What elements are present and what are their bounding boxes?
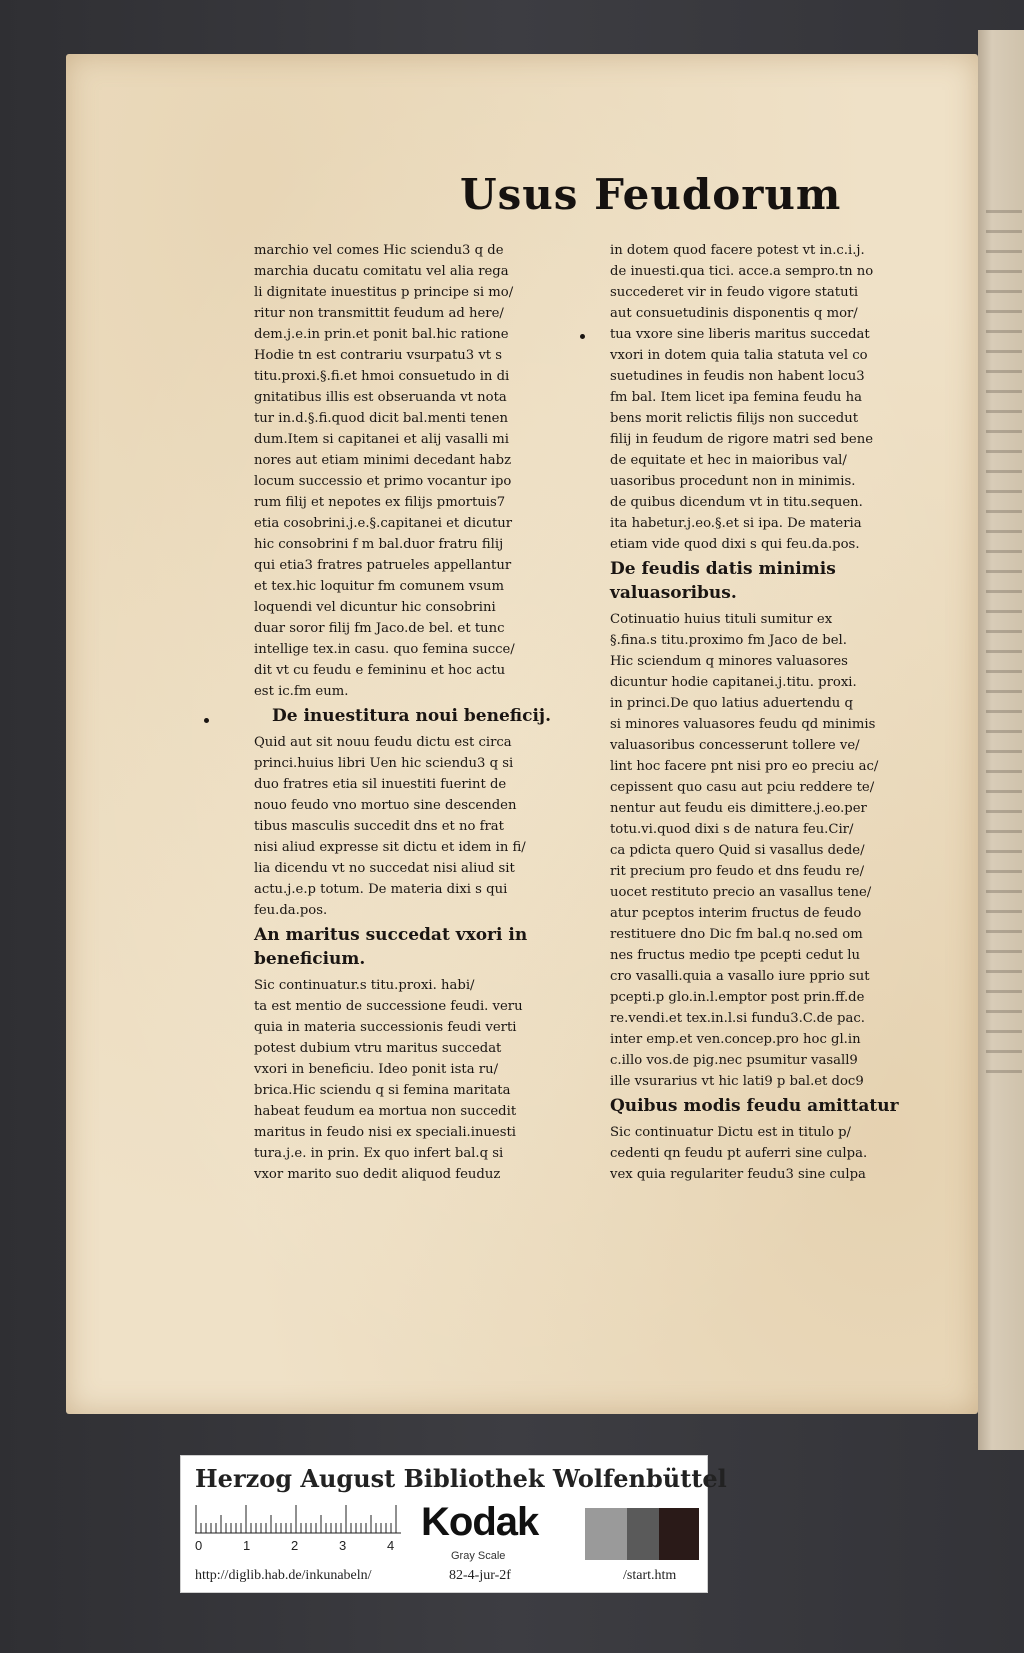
text-line: uasoribus procedunt non in minimis. xyxy=(610,474,856,489)
text-line: vxori in dotem quia talia statuta vel co xyxy=(610,348,868,363)
margin-mark xyxy=(580,334,585,339)
color-calibration-card xyxy=(180,1455,727,1593)
left-column-block-1 xyxy=(254,240,584,702)
text-line: dem.j.e.in prin.et ponit bal.hic ratione xyxy=(254,327,509,342)
text-line: cedenti qn feudu pt auferri sine culpa. xyxy=(610,1146,868,1161)
text-line: atur pceptos interim fructus de feudo xyxy=(610,906,862,921)
text-line: hic consobrini f m bal.duor fratru filij xyxy=(254,537,504,552)
text-line: Quid aut sit nouu feudu dictu est circa xyxy=(254,735,512,750)
text-line: de quibus dicendum vt in titu.sequen. xyxy=(610,495,863,510)
text-line: Sic continuatur Dictu est in titulo p/ xyxy=(610,1125,851,1140)
text-line: pcepti.p glo.in.l.emptor post prin.ff.de xyxy=(610,990,865,1005)
section-heading-amittatur: Quibus modis feudu amittatur xyxy=(610,1096,899,1116)
running-head: Usus Feudorum xyxy=(460,170,842,219)
facing-page-text-fragment xyxy=(986,210,1022,1090)
left-text-column xyxy=(254,240,584,1185)
text-line: tura.j.e. in prin. Ex quo infert bal.q si xyxy=(254,1146,504,1161)
text-line: li dignitate inuestitus p principe si mo/ xyxy=(254,285,514,300)
text-line: lint hoc facere pnt nisi pro eo preciu ac/ xyxy=(610,759,879,774)
text-line: duar soror filij fm Jaco.de bel. et tunc xyxy=(254,621,505,636)
text-line: succederet vir in feudo vigore statuti xyxy=(610,285,859,300)
text-line: ille vsurarius vt hic lati9 p bal.et doc9 xyxy=(610,1074,864,1089)
ruler-number: 4 xyxy=(387,1538,395,1553)
text-line: si minores valuasores feudu qd minimis xyxy=(610,717,876,732)
library-name: Herzog August Bibliothek Wolfenbüttel xyxy=(195,1464,727,1493)
text-line: marchio vel comes Hic sciendu3 q de xyxy=(254,243,504,258)
text-line: de inuesti.qua tici. acce.a sempro.tn no xyxy=(610,264,874,279)
gray-patch-light xyxy=(585,1508,627,1560)
ruler-number: 2 xyxy=(291,1538,299,1553)
right-column-block-2 xyxy=(610,609,940,1092)
text-line: c.illo vos.de pig.nec psumitur vasall9 xyxy=(610,1053,858,1068)
text-line: inter emp.et ven.concep.pro hoc gl.in xyxy=(610,1032,861,1047)
text-line: bens morit relictis filijs non succedut xyxy=(610,411,859,426)
text-line: nes fructus medio tpe pcepti cedut lu xyxy=(610,948,861,963)
text-line: cro vasalli.quia a vasallo iure pprio sut xyxy=(610,969,870,984)
text-line: gnitatibus illis est obseruanda vt nota xyxy=(254,390,507,405)
text-line: in princi.De quo latius aduertendu q xyxy=(610,696,853,711)
text-line: duo fratres etia sil inuestiti fuerint de xyxy=(254,777,507,792)
right-column-block-1 xyxy=(610,240,940,555)
digital-library-url: http://diglib.hab.de/inkunabeln/ xyxy=(195,1568,372,1583)
text-line: §.fina.s titu.proximo fm Jaco de bel. xyxy=(610,633,847,648)
text-line: etia cosobrini.j.e.§.capitanei et dicutur xyxy=(254,516,513,531)
text-line: dit vt cu feudu e femininu et hoc actu xyxy=(254,663,506,678)
text-line: tur in.d.§.fi.quod dicit bal.menti tenen xyxy=(254,411,508,426)
text-line: feu.da.pos. xyxy=(254,903,328,918)
gray-patch-mid xyxy=(627,1508,659,1560)
text-line: lia dicendu vt no succedat nisi aliud sit xyxy=(254,861,515,876)
text-line: qui etia3 fratres patrueles appellantur xyxy=(254,558,512,573)
left-column-block-2 xyxy=(254,732,584,921)
text-line: locum successio et primo vocantur ipo xyxy=(254,474,512,489)
right-text-column xyxy=(610,240,940,1185)
text-line: maritus in feudo nisi ex speciali.inuesti xyxy=(254,1125,517,1140)
text-line: Cotinuatio huius tituli sumitur ex xyxy=(610,612,833,627)
text-line: actu.j.e.p totum. De materia dixi s qui xyxy=(254,882,508,897)
text-line: nouo feudo vno mortuo sine descenden xyxy=(254,798,517,813)
text-line: de equitate et hec in maioribus val/ xyxy=(610,453,847,468)
shelfmark: 82-4-jur-2f xyxy=(449,1568,511,1583)
text-line: vxor marito suo dedit aliquod feuduz xyxy=(254,1167,501,1182)
gray-scale-label: Gray Scale xyxy=(451,1550,506,1562)
section-heading-minimis-valuasoribus: De feudis datis minimis valuasoribus. xyxy=(610,559,836,603)
text-line: Hodie tn est contrariu vsurpatu3 vt s xyxy=(254,348,503,363)
text-line: restituere dno Dic fm bal.q no.sed om xyxy=(610,927,863,942)
text-line: intellige tex.in casu. quo femina succe/ xyxy=(254,642,515,657)
ruler-number: 0 xyxy=(195,1538,203,1553)
text-line: aut consuetudinis disponentis q mor/ xyxy=(610,306,858,321)
text-line: tua vxore sine liberis maritus succedat xyxy=(610,327,870,342)
text-line: princi.huius libri Uen hic sciendu3 q si xyxy=(254,756,514,771)
text-line: nores aut etiam minimi decedant habz xyxy=(254,453,512,468)
start-page-url: /start.htm xyxy=(623,1568,677,1583)
text-line: habeat feudum ea mortua non succedit xyxy=(254,1104,517,1119)
text-line: nentur aut feudu eis dimittere.j.eo.per xyxy=(610,801,867,816)
text-line: marchia ducatu comitatu vel alia rega xyxy=(254,264,509,279)
text-line: cepissent quo casu aut pciu reddere te/ xyxy=(610,780,875,795)
text-line: dum.Item si capitanei et alij vasalli mi xyxy=(254,432,509,447)
section-heading-inuestitura: De inuestitura noui beneficij. xyxy=(272,706,552,726)
text-line: tibus masculis succedit dns et no frat xyxy=(254,819,504,834)
text-line: nisi aliud expresse sit dictu et idem in fi/ xyxy=(254,840,526,855)
ruler-number: 3 xyxy=(339,1538,347,1553)
text-line: etiam vide quod dixi s qui feu.da.pos. xyxy=(610,537,860,552)
ruler-scale xyxy=(195,1504,401,1534)
text-line: rit precium pro feudo et dns feudu re/ xyxy=(610,864,865,879)
text-line: filij in feudum de rigore matri sed bene xyxy=(610,432,873,447)
text-line: vxori in beneficiu. Ideo ponit ista ru/ xyxy=(254,1062,499,1077)
text-line: fm bal. Item licet ipa femina feudu ha xyxy=(610,390,862,405)
kodak-logo: Kodak xyxy=(421,1500,539,1544)
text-line: ca pdicta quero Quid si vasallus dede/ xyxy=(610,843,865,858)
left-column-block-3 xyxy=(254,975,584,1185)
text-line: totu.vi.quod dixi s de natura feu.Cir/ xyxy=(610,822,854,837)
text-line: titu.proxi.§.fi.et hmoi consuetudo in di xyxy=(254,369,510,384)
text-line: ritur non transmittit feudum ad here/ xyxy=(254,306,504,321)
text-line: ta est mentio de successione feudi. veru xyxy=(254,999,523,1014)
margin-mark xyxy=(204,718,209,723)
ruler-numbers xyxy=(195,1538,405,1556)
section-heading-maritus: An maritus succedat vxori in beneficium. xyxy=(254,925,528,969)
text-line: re.vendi.et tex.in.l.si fundu3.C.de pac. xyxy=(610,1011,865,1026)
right-column-block-3 xyxy=(610,1122,940,1185)
text-line: in dotem quod facere potest vt in.c.i.j. xyxy=(610,243,865,258)
text-line: suetudines in feudis non habent locu3 xyxy=(610,369,865,384)
text-line: est ic.fm eum. xyxy=(254,684,349,699)
text-line: potest dubium vtru maritus succedat xyxy=(254,1041,502,1056)
text-line: uocet restituto precio an vasallus tene/ xyxy=(610,885,872,900)
text-line: vex quia regulariter feudu3 sine culpa xyxy=(610,1167,866,1182)
text-line: valuasoribus concesserunt tollere ve/ xyxy=(610,738,860,753)
gray-patch-dark xyxy=(659,1508,699,1560)
text-line: quia in materia successionis feudi verti xyxy=(254,1020,517,1035)
ruler-number: 1 xyxy=(243,1538,251,1553)
text-line: Sic continuatur.s titu.proxi. habi/ xyxy=(254,978,475,993)
text-line: dicuntur hodie capitanei.j.titu. proxi. xyxy=(610,675,857,690)
text-line: et tex.hic loquitur fm comunem vsum xyxy=(254,579,505,594)
text-line: loquendi vel dicuntur hic consobrini xyxy=(254,600,496,615)
text-line: Hic sciendum q minores valuasores xyxy=(610,654,848,669)
text-line: rum filij et nepotes ex filijs pmortuis7 xyxy=(254,495,506,510)
text-line: ita habetur.j.eo.§.et si ipa. De materia xyxy=(610,516,862,531)
text-line: brica.Hic sciendu q si femina maritata xyxy=(254,1083,511,1098)
